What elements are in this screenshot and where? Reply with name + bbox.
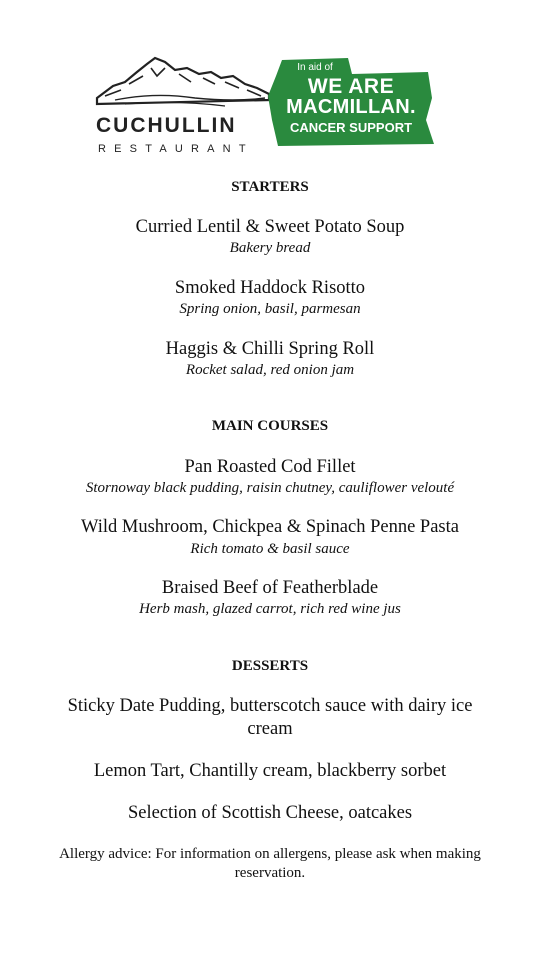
charity-line-2: MACMILLAN. xyxy=(286,96,416,118)
dish-name: Wild Mushroom, Chickpea & Spinach Penne Pasta xyxy=(81,517,459,537)
charity-tag: In aid of xyxy=(297,62,333,73)
macmillan-logo xyxy=(268,58,434,146)
dish-name: Lemon Tart, Chantilly cream, blackberry sorbet xyxy=(93,761,447,781)
restaurant-name: CUCHULLIN xyxy=(96,114,237,137)
dish-name: Haggis & Chilli Spring Roll xyxy=(165,339,375,359)
dish-name: Smoked Haddock Risotto xyxy=(174,278,366,298)
dish-name: Selection of Scottish Cheese, oatcakes xyxy=(127,803,413,823)
header-logos xyxy=(0,40,540,160)
charity-line-3: CANCER SUPPORT xyxy=(289,120,413,135)
dish-name: Curried Lentil & Sweet Potato Soup xyxy=(135,217,405,237)
allergy-note: Allergy advice: For information on allergens, please ask when making reservation. xyxy=(59,846,481,881)
mains-title: MAIN COURSES xyxy=(211,418,329,434)
mountain-logo-icon xyxy=(95,54,270,112)
dish-description: Stornoway black pudding, raisin chutney, cauliflower velouté xyxy=(85,480,455,496)
dish-description: Rocket salad, red onion jam xyxy=(185,362,355,378)
dish-description: Rich tomato & basil sauce xyxy=(190,541,350,557)
dish-name: Pan Roasted Cod Fillet xyxy=(184,457,356,477)
charity-line-1: WE ARE xyxy=(307,75,395,98)
dish-name: Braised Beef of Featherblade xyxy=(161,578,379,598)
dish-name: Sticky Date Pudding, butterscotch sauce with dairy ice cream xyxy=(67,696,473,739)
dish-description: Bakery bread xyxy=(229,240,311,256)
starters-title: STARTERS xyxy=(231,179,309,195)
restaurant-subtitle: RESTAURANT xyxy=(98,143,254,155)
dish-description: Herb mash, glazed carrot, rich red wine jus xyxy=(139,601,401,617)
dish-description: Spring onion, basil, parmesan xyxy=(179,301,361,317)
desserts-title: DESSERTS xyxy=(231,658,309,674)
